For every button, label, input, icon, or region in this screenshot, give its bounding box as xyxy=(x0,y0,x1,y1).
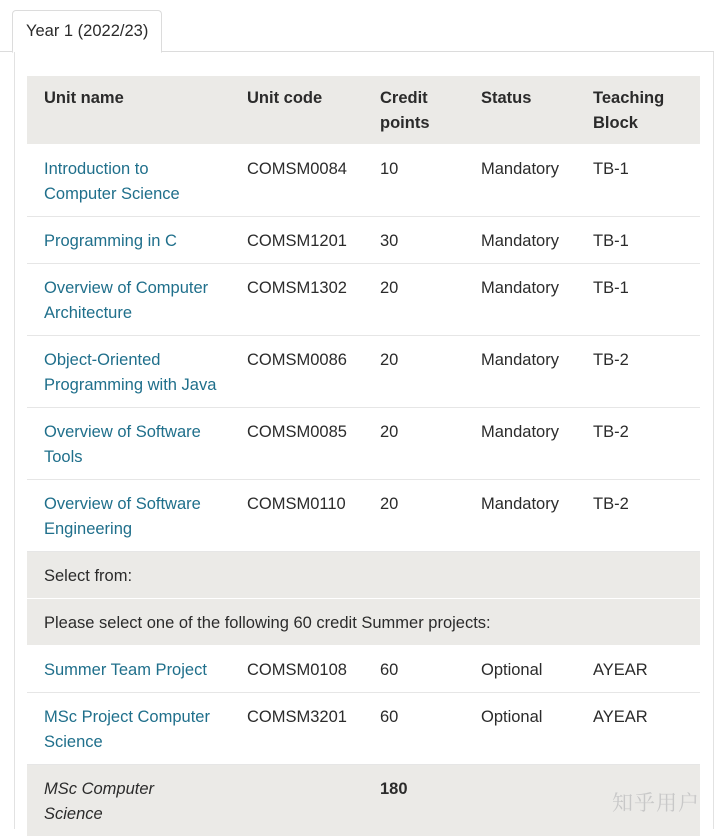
select-note-text: Please select one of the following 60 credit Summer projects: xyxy=(27,599,700,646)
tab-year-1[interactable]: Year 1 (2022/23) xyxy=(12,10,162,53)
credit-points: 10 xyxy=(363,145,464,217)
total-empty-cell xyxy=(230,765,363,837)
teaching-block: TB-2 xyxy=(576,336,700,408)
unit-link[interactable]: Object-Oriented Programming with Java xyxy=(44,351,217,394)
unit-code: COMSM0084 xyxy=(230,145,363,217)
unit-code: COMSM1201 xyxy=(230,217,363,264)
total-empty-cell xyxy=(464,765,576,837)
credit-points: 20 xyxy=(363,480,464,552)
unit-name-cell xyxy=(27,145,230,217)
unit-code: COMSM0086 xyxy=(230,336,363,408)
select-from-text: Select from: xyxy=(27,552,700,599)
select-from-row xyxy=(27,552,700,599)
unit-link[interactable]: Overview of Software Engineering xyxy=(44,495,201,538)
table-row xyxy=(27,480,700,552)
header-teaching-block: Teaching Block xyxy=(576,76,700,145)
unit-link[interactable]: Overview of Software Tools xyxy=(44,423,201,466)
teaching-block: TB-2 xyxy=(576,480,700,552)
teaching-block: TB-2 xyxy=(576,408,700,480)
unit-code: COMSM0110 xyxy=(230,480,363,552)
status: Mandatory xyxy=(464,145,576,217)
total-row xyxy=(27,765,700,837)
status: Mandatory xyxy=(464,408,576,480)
select-note-row xyxy=(27,599,700,646)
unit-name-cell xyxy=(27,693,230,765)
table-row xyxy=(27,217,700,264)
unit-link[interactable]: Introduction to Computer Science xyxy=(44,160,180,203)
credit-points: 20 xyxy=(363,336,464,408)
table-row xyxy=(27,264,700,336)
header-status: Status xyxy=(464,76,576,145)
status: Optional xyxy=(464,646,576,693)
status: Mandatory xyxy=(464,336,576,408)
watermark: 知乎用户 xyxy=(612,791,700,815)
credit-points: 30 xyxy=(363,217,464,264)
unit-code: COMSM1302 xyxy=(230,264,363,336)
teaching-block: TB-1 xyxy=(576,217,700,264)
unit-link[interactable]: MSc Project Computer Science xyxy=(44,708,210,751)
teaching-block: AYEAR xyxy=(576,646,700,693)
credit-points: 60 xyxy=(363,646,464,693)
unit-name-cell xyxy=(27,480,230,552)
credit-points: 60 xyxy=(363,693,464,765)
unit-code: COMSM0108 xyxy=(230,646,363,693)
header-unit-code: Unit code xyxy=(230,76,363,145)
unit-link[interactable]: Programming in C xyxy=(44,232,177,250)
status: Optional xyxy=(464,693,576,765)
units-table xyxy=(27,76,700,837)
unit-name-cell xyxy=(27,336,230,408)
unit-link[interactable]: Summer Team Project xyxy=(44,661,207,679)
credit-points: 20 xyxy=(363,264,464,336)
status: Mandatory xyxy=(464,480,576,552)
total-credit-points: 180 xyxy=(363,765,464,837)
teaching-block: TB-1 xyxy=(576,145,700,217)
table-row xyxy=(27,693,700,765)
teaching-block: TB-1 xyxy=(576,264,700,336)
teaching-block: AYEAR xyxy=(576,693,700,765)
header-credit-points: Credit points xyxy=(363,76,464,145)
total-label: MSc Computer Science xyxy=(27,765,230,837)
tab-bar xyxy=(0,0,714,52)
unit-name-cell xyxy=(27,408,230,480)
status: Mandatory xyxy=(464,217,576,264)
unit-name-cell xyxy=(27,646,230,693)
table-row xyxy=(27,145,700,217)
unit-code: COMSM0085 xyxy=(230,408,363,480)
header-unit-name: Unit name xyxy=(27,76,230,145)
table-row xyxy=(27,408,700,480)
unit-link[interactable]: Overview of Computer Architecture xyxy=(44,279,209,322)
unit-name-cell xyxy=(27,264,230,336)
unit-name-cell xyxy=(27,217,230,264)
table-row xyxy=(27,646,700,693)
unit-code: COMSM3201 xyxy=(230,693,363,765)
table-header-row xyxy=(27,76,700,145)
table-row xyxy=(27,336,700,408)
status: Mandatory xyxy=(464,264,576,336)
credit-points: 20 xyxy=(363,408,464,480)
